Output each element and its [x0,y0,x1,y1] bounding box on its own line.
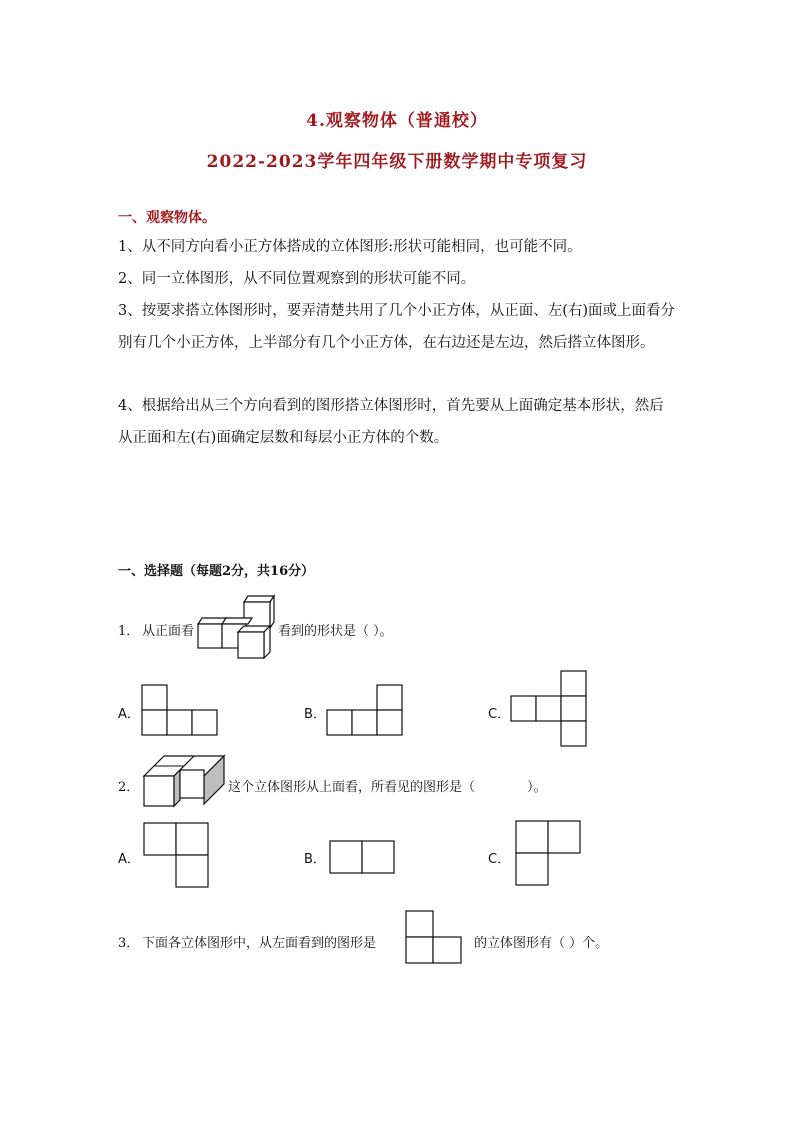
question-1-option-a-figure[interactable] [141,684,221,738]
question-2-solid-figure [142,754,228,810]
question-3-number: 3． [118,936,140,951]
knowledge-point-2: 2、同一立体图形，从不同位置观察到的形状可能不同。 [118,271,476,287]
knowledge-point-1: 1、从不同方向看小正方体搭成的立体图形:形状可能相同，也可能不同。 [118,239,582,255]
question-1-number: 1． [118,624,140,639]
question-2-option-a[interactable]: A． [118,852,140,867]
knowledge-point-4: 4、根据给出从三个方向看到的图形搭立体图形时，首先要从上面确定基本形状，然后从正面和左(右)面确定层数和每层小正方体的个数。 [118,398,664,446]
question-1-text-after: 看到的形状是（ ）。 [278,624,393,639]
knowledge-heading: 一、观察物体。 [118,210,216,226]
question-1-option-c[interactable]: C． [488,707,511,722]
question-2-option-a-figure[interactable] [143,822,211,890]
choice-section-heading: 一、选择题（每题2分，共16分） [118,564,315,579]
question-1-option-a[interactable]: A． [118,707,140,722]
question-2-text: 这个立体图形从上面看，所看见的图形是（ ）。 [228,780,547,795]
question-1-option-b-figure[interactable] [326,684,406,738]
question-1-option-c-figure[interactable] [510,670,590,750]
question-1-option-b[interactable]: B． [304,707,326,722]
doc-subtitle: 2022-2023学年四年级下册数学期中专项复习 [206,152,588,172]
doc-title: 4.观察物体（普通校） [306,111,488,131]
question-1-text-before: 从正面看 [142,624,195,639]
question-2-option-b[interactable]: B． [304,852,326,867]
question-2-number: 2． [118,780,140,795]
question-3-left-view-figure [405,910,465,966]
question-3-text-before: 下面各立体图形中，从左面看到的图形是 [142,936,377,951]
question-2-option-b-figure[interactable] [329,840,397,876]
question-3-text-after: 的立体图形有（ ）个。 [474,936,609,951]
question-2-option-c-figure[interactable] [515,820,583,888]
question-1-solid-figure [196,592,278,660]
question-2-option-c[interactable]: C． [488,852,511,867]
knowledge-point-3: 3、按要求搭立体图形时，要弄清楚共用了几个小正方体，从正面、左(右)面或上面看分别有几个小正方体，上半部分有几个小正方体，在右边还是左边，然后搭立体图形。 [118,303,676,351]
